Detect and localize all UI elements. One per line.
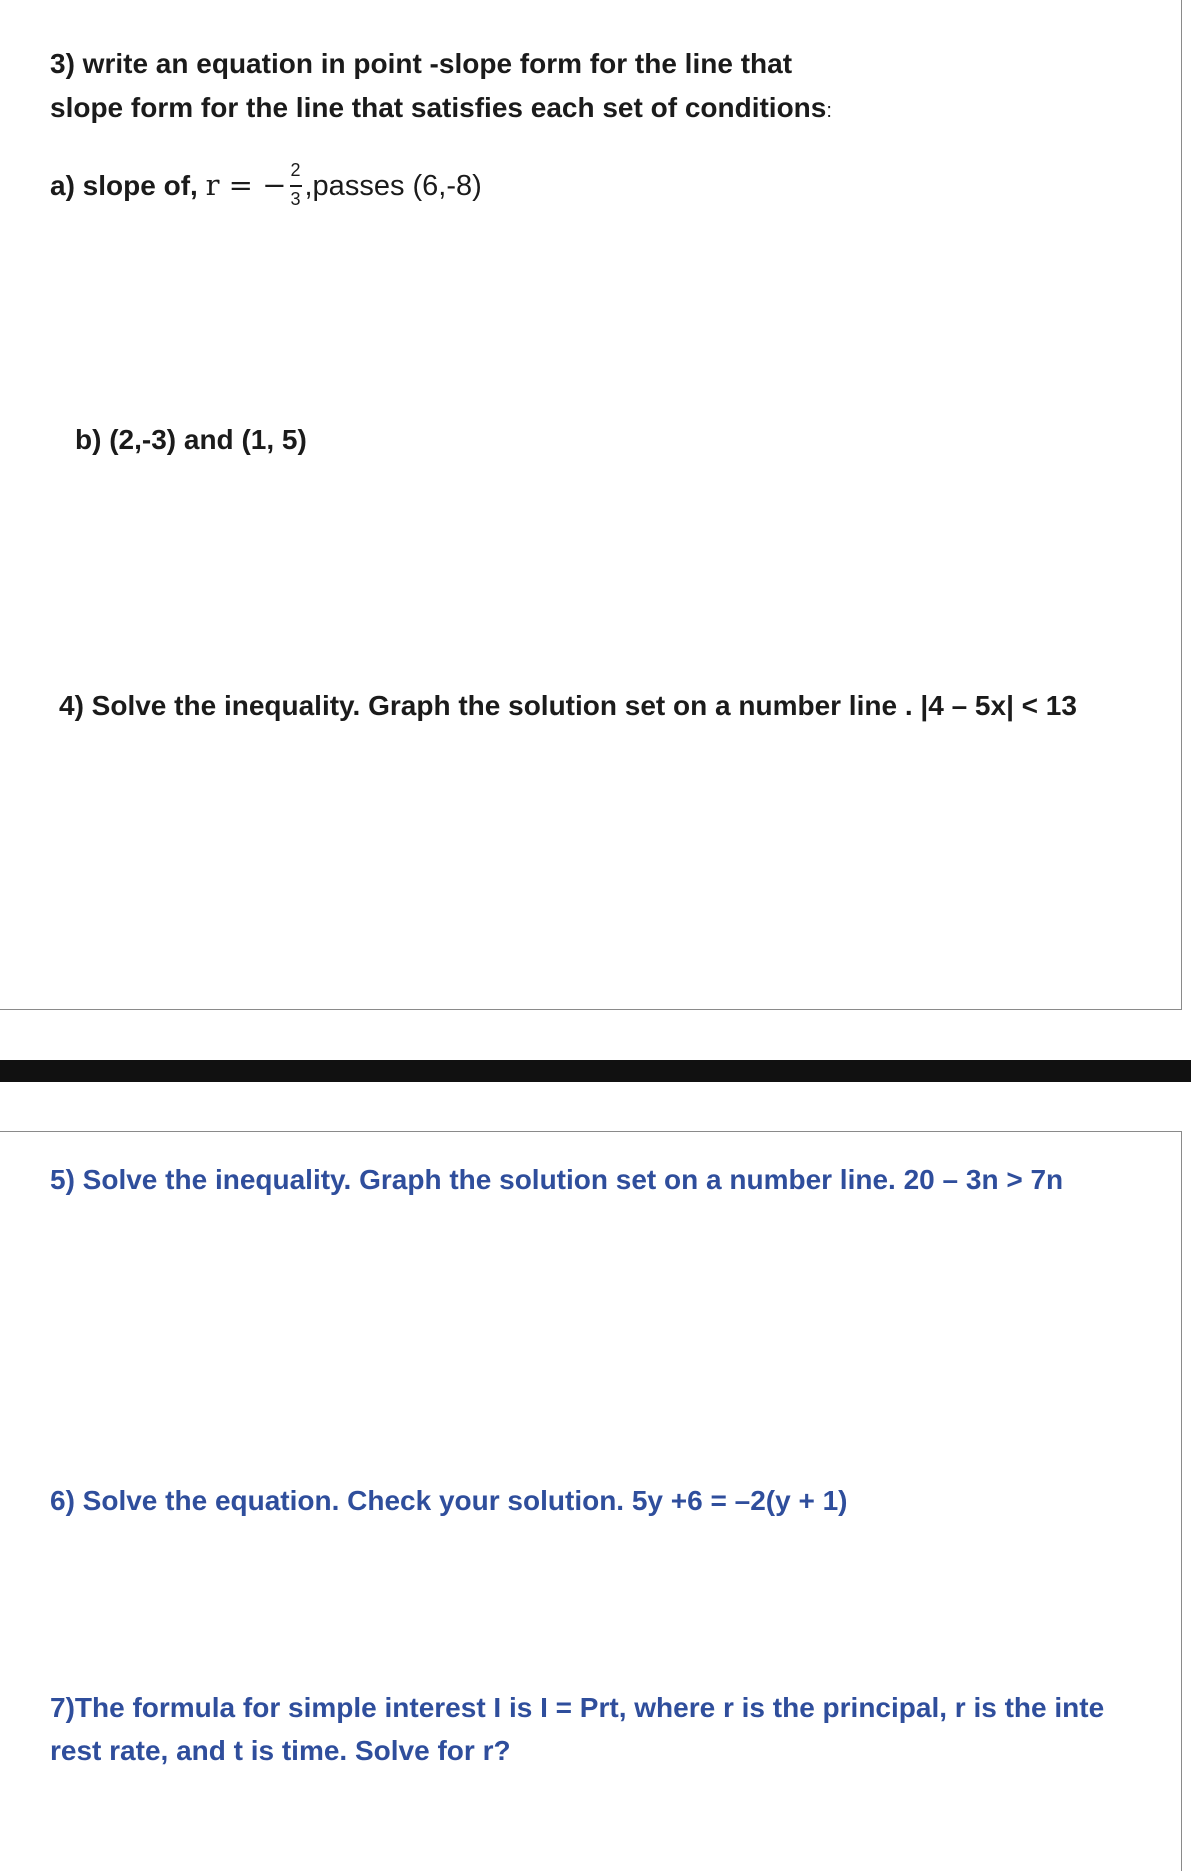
question-4: 4) Solve the inequality. Graph the solution set on a number line . |4 – 5x| < 13 [59,690,1077,721]
fraction-two-thirds [287,160,305,209]
question-3a-prefix: a) slope of, [50,170,206,201]
question-3-line-2-text: slope form for the line that satisfies each set of conditions [50,92,827,123]
fraction-numerator: 2 [290,160,301,180]
fraction-denominator: 3 [290,189,301,209]
worksheet-section-bottom [0,1131,1182,1871]
question-3a [50,160,482,209]
question-6: 6) Solve the equation. Check your solution. 5y +6 = –2(y + 1) [50,1485,848,1516]
fraction-bar [290,185,302,187]
question-3-line-1: 3) write an equation in point -slope form for the line that [50,48,793,79]
question-3a-suffix: ,passes (6,-8) [304,170,482,202]
question-3a-equals: = − [219,168,287,202]
question-5: 5) Solve the inequality. Graph the solution set on a number line. 20 – 3n > 7n [50,1164,1064,1195]
question-7-line-1: 7)The formula for simple interest I is I = Prt, where r is the principal, r is the inte [50,1692,1105,1723]
question-3-colon: : [826,100,832,122]
section-divider-bar [0,1060,1191,1082]
question-3-line-2 [50,86,832,133]
question-3b: b) (2,-3) and (1, 5) [75,424,307,455]
question-3a-variable: r [205,168,220,202]
question-7-line-2: rest rate, and t is time. Solve for r? [50,1735,511,1766]
